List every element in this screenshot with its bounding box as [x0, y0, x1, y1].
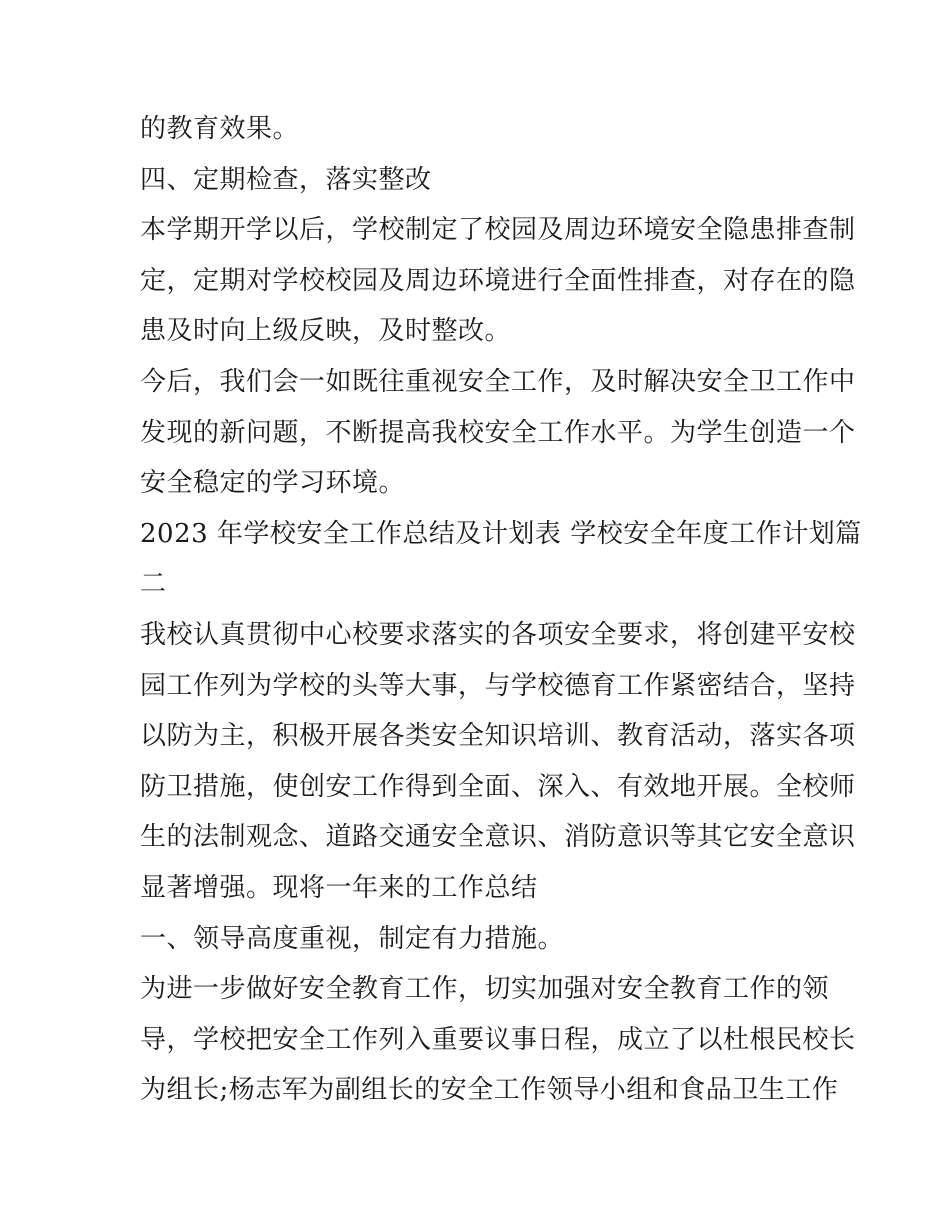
text-line: 的教育效果。: [140, 114, 300, 144]
section-heading: 四、定期检查，落实整改: [140, 164, 432, 195]
text-line: 患及时向上级反映，及时整改。: [140, 316, 512, 347]
article-title: 2023 年学校安全工作总结及计划表 学校安全年度工作计划篇: [140, 518, 862, 549]
text-line: 安全稳定的学习环境。: [140, 468, 406, 499]
text-line: 显著增强。现将一年来的工作总结: [140, 872, 538, 903]
text-line: 定，定期对学校校园及周边环境进行全面性排查，对存在的隐: [140, 265, 856, 296]
section-heading: 一、领导高度重视，制定有力措施。: [140, 923, 565, 954]
text-line: 以防为主，积极开展各类安全知识培训、教育活动，落实各项: [140, 721, 856, 752]
text-line: 防卫措施，使创安工作得到全面、深入、有效地开展。全校师: [140, 771, 856, 802]
text-line: 生的法制观念、道路交通安全意识、消防意识等其它安全意识: [140, 822, 856, 853]
text-line: 本学期开学以后，学校制定了校园及周边环境安全隐患排查制: [140, 215, 856, 246]
text-line: 我校认真贯彻中心校要求落实的各项安全要求，将创建平安校: [140, 619, 856, 650]
document-body: [140, 104, 862, 1116]
text-line: 园工作列为学校的头等大事，与学校德育工作紧密结合，坚持: [140, 670, 856, 701]
text-line: 今后，我们会一如既往重视安全工作，及时解决安全卫工作中: [140, 366, 856, 397]
text-line: 发现的新问题，不断提高我校安全工作水平。为学生创造一个: [140, 417, 856, 448]
article-title: 二: [140, 569, 167, 600]
text-line: 导，学校把安全工作列入重要议事日程，成立了以杜根民校长: [140, 1024, 856, 1055]
text-line: 为进一步做好安全教育工作，切实加强对安全教育工作的领: [140, 974, 830, 1005]
text-line: 为组长;杨志军为副组长的安全工作领导小组和食品卫生工作: [140, 1075, 839, 1106]
